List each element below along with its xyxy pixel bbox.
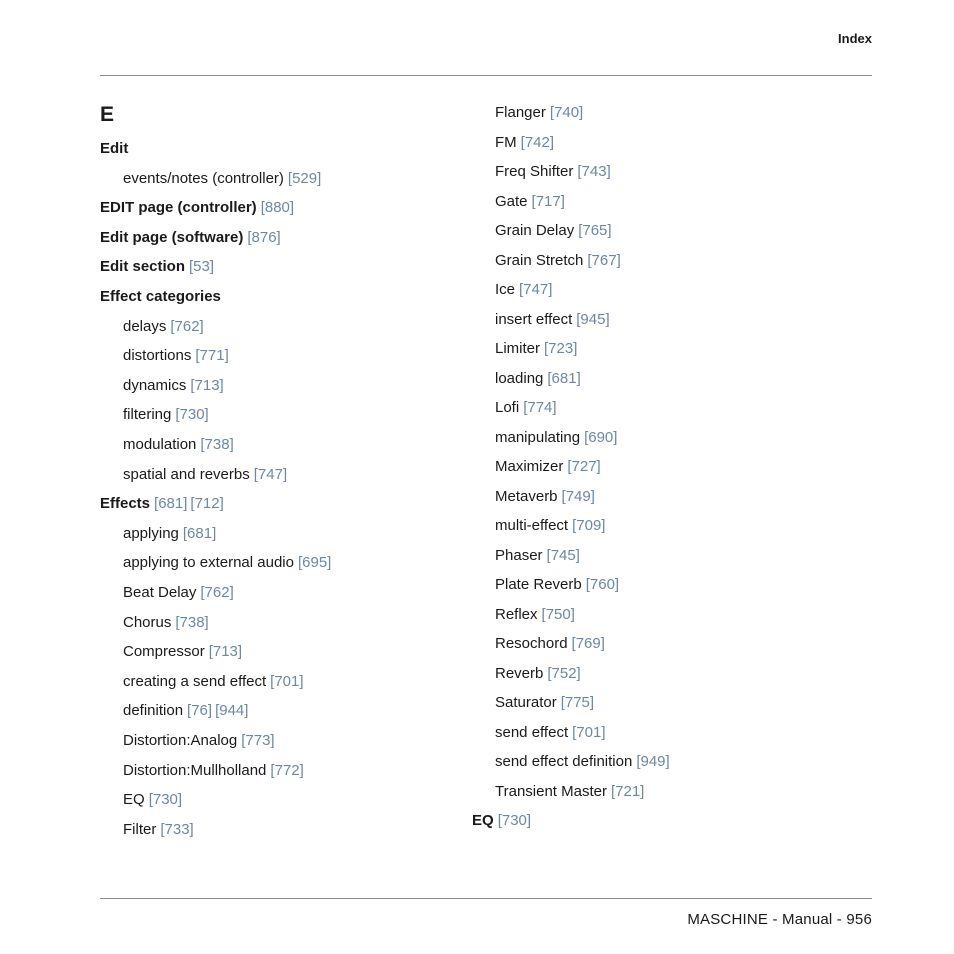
index-term: EQ (472, 812, 494, 829)
index-entry (123, 762, 304, 780)
page-reference-link[interactable]: [53] (189, 258, 215, 276)
page-reference-link[interactable]: [752] (547, 664, 581, 682)
index-entry (495, 576, 619, 594)
index-entry (123, 673, 304, 691)
page-reference-link[interactable]: [701] (270, 672, 304, 690)
page-reference-link[interactable]: [738] (200, 436, 234, 453)
index-entry (123, 347, 229, 365)
index-entry (100, 140, 128, 158)
index-term: Filter (123, 820, 157, 838)
index-entry (495, 429, 617, 447)
index-term: Effect categories (100, 288, 221, 305)
page-reference-link[interactable]: [681] (154, 495, 188, 513)
index-entry (123, 406, 209, 424)
index-term: dynamics (123, 376, 187, 394)
index-term: Transient Master (495, 782, 607, 800)
index-entry (495, 753, 670, 771)
index-entry (495, 281, 552, 299)
index-entry (495, 547, 580, 565)
page-reference-link[interactable]: [765] (578, 222, 612, 239)
index-entry (123, 821, 194, 839)
page-reference-link[interactable]: [730] (175, 406, 209, 424)
page-reference-link[interactable]: [717] (531, 192, 565, 210)
index-entry (495, 399, 557, 417)
page-reference-link[interactable]: [750] (541, 605, 575, 623)
index-term: events/notes (controller) (123, 169, 284, 187)
index-term: spatial and reverbs (123, 465, 250, 483)
index-term: send effect definition (495, 753, 633, 770)
page-reference-link[interactable]: [949] (636, 753, 670, 770)
index-entry (495, 311, 610, 329)
page-reference-link[interactable]: [730] (148, 791, 183, 809)
index-term: applying to external audio (123, 554, 294, 572)
page-reference-link[interactable]: [944] (215, 702, 249, 720)
index-term: Reflex (495, 605, 538, 623)
page-reference-link[interactable]: [713] (190, 376, 224, 394)
page-reference-link[interactable]: [681] (182, 524, 217, 542)
index-term: Gate (495, 192, 528, 210)
page-reference-link[interactable]: [772] (270, 761, 304, 779)
index-entry (123, 525, 216, 543)
page-reference-link[interactable]: [723] (544, 340, 578, 357)
index-entry (495, 340, 577, 358)
section-letter: E (100, 103, 115, 126)
footer-rule (100, 898, 872, 899)
index-term: Ice (495, 281, 516, 298)
index-entry (100, 199, 294, 217)
index-entry (495, 517, 605, 535)
index-term: Phaser (495, 546, 543, 564)
page-reference-link[interactable]: [740] (549, 104, 584, 121)
page-footer: MASCHINE - Manual - 956 (687, 911, 872, 928)
index-entry (495, 134, 554, 152)
page-reference-link[interactable]: [709] (572, 517, 606, 534)
index-term: Freq Shifter (495, 163, 574, 180)
page-reference-link[interactable]: [945] (576, 310, 610, 328)
index-term: delays (123, 317, 167, 335)
index-entry (123, 554, 331, 572)
header-title: Index (838, 31, 872, 46)
page-reference-link[interactable]: [769] (571, 635, 605, 652)
index-term: Reverb (495, 664, 544, 682)
index-entry (100, 229, 281, 247)
page-reference-link[interactable]: [774] (523, 399, 557, 416)
page-reference-link[interactable]: [681] (547, 369, 581, 387)
index-entry (495, 104, 583, 122)
index-term: FM (495, 133, 517, 151)
page-reference-link[interactable]: [762] (200, 584, 234, 601)
index-term: Limiter (495, 340, 541, 357)
index-entry (495, 163, 611, 181)
page-reference-link[interactable]: [738] (175, 613, 209, 631)
index-entry (123, 702, 248, 720)
index-entry (495, 694, 594, 712)
page-reference-link[interactable]: [749] (561, 487, 595, 505)
page-reference-link[interactable]: [727] (567, 458, 601, 475)
index-term: multi-effect (495, 517, 569, 534)
page-reference-link[interactable]: [701] (572, 723, 606, 741)
index-entry (495, 370, 581, 388)
index-entry (495, 635, 605, 653)
index-entry (495, 458, 601, 476)
index-term: Chorus (123, 613, 172, 631)
page-reference-link[interactable]: [713] (208, 643, 243, 661)
index-entry (495, 724, 606, 742)
index-entry (123, 791, 182, 809)
index-term: Maximizer (495, 458, 564, 475)
index-entry (123, 170, 321, 188)
header-rule (100, 75, 872, 76)
index-term: send effect (495, 723, 569, 741)
index-term: EQ (123, 791, 145, 809)
index-term: Beat Delay (123, 584, 197, 601)
page-reference-link[interactable]: [876] (247, 228, 281, 246)
page-reference-link[interactable]: [747] (519, 281, 553, 298)
page-reference-link[interactable]: [775] (560, 694, 595, 711)
page-reference-link[interactable]: [762] (170, 317, 204, 335)
index-entry (123, 643, 242, 661)
index-term: Edit section (100, 258, 186, 276)
page-reference-link[interactable]: [76] (187, 702, 213, 720)
index-term: Distortion:Mullholland (123, 761, 267, 779)
index-term: Distortion:Analog (123, 732, 238, 749)
index-term: Plate Reverb (495, 576, 582, 593)
page-reference-link[interactable]: [529] (287, 169, 322, 187)
index-term: modulation (123, 436, 197, 453)
page-reference-link[interactable]: [880] (260, 199, 295, 217)
index-term: Resochord (495, 635, 568, 652)
index-entry (100, 258, 214, 276)
index-entry (123, 377, 224, 395)
index-entry (123, 436, 234, 454)
page-reference-link[interactable]: [730] (497, 812, 532, 829)
index-entry (495, 665, 581, 683)
index-term: EDIT page (controller) (100, 199, 257, 217)
index-term: manipulating (495, 428, 581, 446)
index-entry (495, 488, 595, 506)
index-entry (495, 193, 565, 211)
page-reference-link[interactable]: [773] (241, 732, 275, 749)
page-reference-link[interactable]: [712] (190, 495, 224, 513)
index-entry (123, 732, 275, 750)
index-term: Grain Stretch (495, 251, 584, 269)
page-reference-link[interactable]: [760] (585, 576, 620, 593)
index-term: Lofi (495, 399, 520, 416)
page-reference-link[interactable]: [690] (584, 428, 618, 446)
index-term: insert effect (495, 310, 573, 328)
page-reference-link[interactable]: [695] (297, 554, 332, 572)
index-entry (495, 252, 621, 270)
page-reference-link[interactable]: [745] (546, 546, 580, 564)
index-term: definition (123, 702, 184, 720)
index-entry (495, 783, 644, 801)
index-entry (495, 222, 612, 240)
index-entry (472, 812, 531, 830)
index-term: Flanger (495, 104, 546, 121)
page-reference-link[interactable]: [733] (160, 820, 194, 838)
index-term: filtering (123, 406, 172, 424)
index-entry (123, 614, 209, 632)
index-term: Grain Delay (495, 222, 575, 239)
page-reference-link[interactable]: [771] (195, 347, 229, 365)
index-entry (100, 495, 224, 513)
index-term: Edit (100, 140, 129, 157)
index-term: Metaverb (495, 487, 558, 505)
page-reference-link[interactable]: [747] (253, 465, 288, 483)
page-reference-link[interactable]: [742] (520, 133, 555, 151)
index-term: loading (495, 369, 544, 387)
index-term: distortions (123, 347, 192, 365)
index-term: Compressor (123, 643, 205, 661)
index-term: Saturator (495, 694, 557, 711)
index-entry (123, 318, 204, 336)
page-reference-link[interactable]: [743] (577, 163, 611, 180)
index-term: applying (123, 524, 179, 542)
index-entry (100, 288, 221, 306)
page-reference-link[interactable]: [767] (587, 251, 621, 269)
index-entry (495, 606, 575, 624)
index-term: Edit page (software) (100, 228, 244, 246)
index-entry (123, 466, 287, 484)
index-term: creating a send effect (123, 672, 267, 690)
page-reference-link[interactable]: [721] (610, 782, 645, 800)
index-term: Effects (100, 495, 151, 513)
index-entry (123, 584, 234, 602)
